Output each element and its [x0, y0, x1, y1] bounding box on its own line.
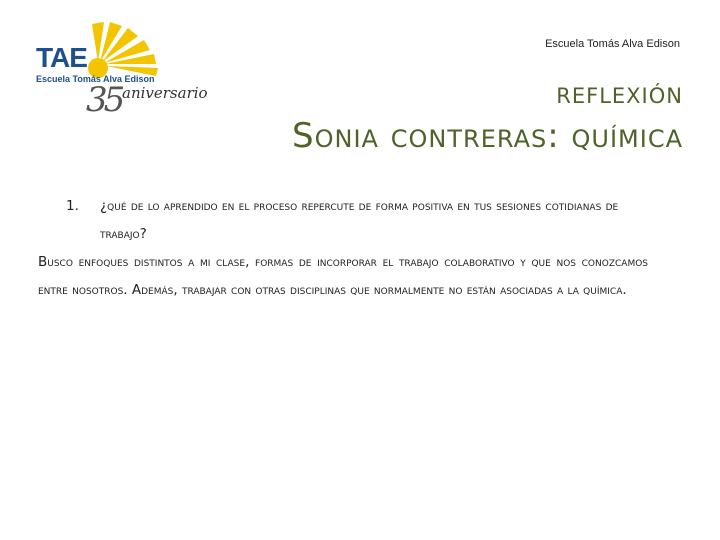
slide-title: reflexión: [556, 76, 683, 111]
school-logo: [30, 22, 230, 122]
slide-subtitle: Sonia contreras: química: [292, 116, 683, 156]
question-item: [38, 192, 648, 248]
header-school-name: Escuela Tomás Alva Edison: [545, 38, 680, 50]
question-text: ¿qué de lo aprendido en el proceso repercute de forma positiva en tus sesiones cotidianas de trabajo?: [100, 198, 619, 242]
answer-text: Busco enfoques distintos a mi clase, formas de incorporar el trabajo colaborativo y que nos conozcamos entre nosotros. Además, trabajar con otras disciplinas que normalmente no están asociadas a la química.: [38, 254, 648, 298]
anniversary-text: aniversario: [122, 84, 208, 102]
slide-content: [38, 192, 648, 304]
logo-brand: TAE: [36, 42, 87, 73]
anniversary-number: 35: [86, 80, 122, 120]
question-number: 1.: [66, 198, 79, 214]
logo-school-name: Escuela Tomás Alva Edison: [36, 74, 155, 84]
sun-icon: [88, 22, 178, 82]
